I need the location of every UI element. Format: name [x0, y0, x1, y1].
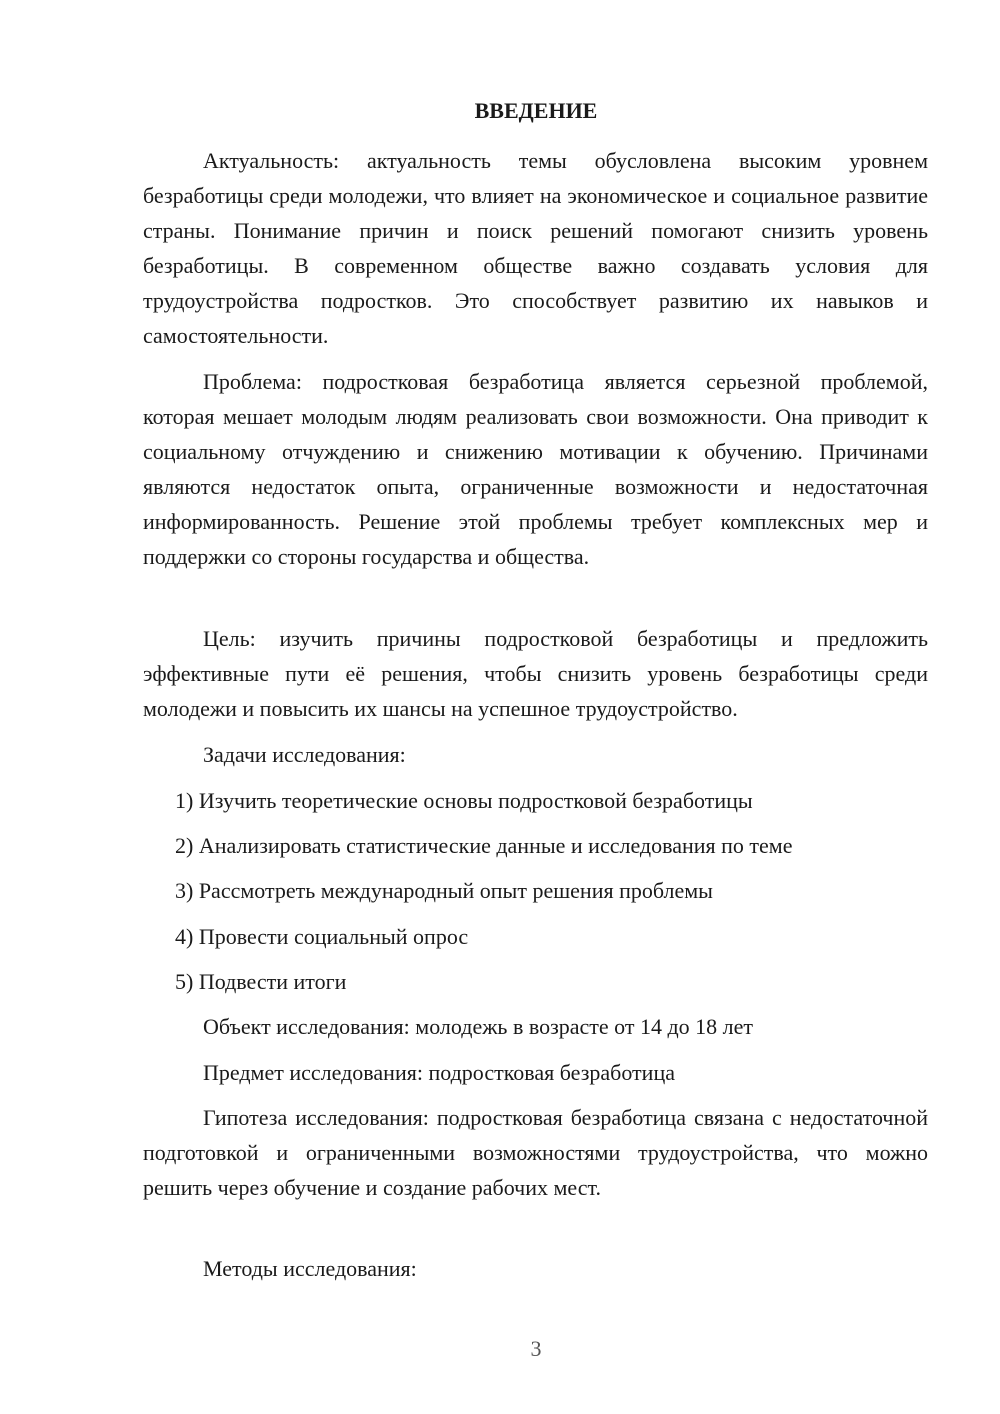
research-subject: Предмет исследования: подростковая безработица — [203, 1060, 675, 1085]
paragraph-problem: Проблема: подростковая безработица является серьезной проблемой, которая мешает молодым людям реализовать свои возможности. Она приводит к социальному отчуждению и снижению мотивации к обучению. Причинами являются недостаток опыта, ограниченные возможности и недостаточная информированность. Решение этой проблемы требует комплексных мер и поддержки со стороны государства и общества. — [143, 369, 928, 569]
section-title: ВВЕДЕНИЕ — [474, 98, 598, 123]
paragraph-goal: Цель: изучить причины подростковой безработицы и предложить эффективные пути её решения, чтобы снизить уровень безработицы среди молодежи и повысить их шансы на успешное трудоустройство. — [143, 626, 928, 721]
methods-heading: Методы исследования: — [203, 1256, 417, 1281]
tasks-heading: Задачи исследования: — [203, 742, 406, 767]
page-number: 3 — [530, 1336, 542, 1361]
paragraph-hypothesis: Гипотеза исследования: подростковая безработица связана с недостаточной подготовкой и ограниченными возможностями трудоустройства, что можно решить через обучение и создание рабочих мест. — [143, 1105, 928, 1200]
paragraph-relevance: Актуальность: актуальность темы обусловлена высоким уровнем безработицы среди молодежи, что влияет на экономическое и социальное развитие страны. Понимание причин и поиск решений помогают снизить уровень безработицы. В современном обществе важно создавать условия для трудоустройства подростков. Это способствует развитию их навыков и самостоятельности. — [143, 148, 928, 348]
task-item: 3) Рассмотреть международный опыт решения проблемы — [175, 878, 713, 903]
task-item: 1) Изучить теоретические основы подростковой безработицы — [175, 788, 753, 813]
research-object: Объект исследования: молодежь в возрасте от 14 до 18 лет — [203, 1014, 754, 1039]
task-item: 5) Подвести итоги — [175, 969, 347, 994]
task-item: 2) Анализировать статистические данные и исследования по теме — [175, 833, 793, 858]
task-item: 4) Провести социальный опрос — [175, 924, 469, 949]
